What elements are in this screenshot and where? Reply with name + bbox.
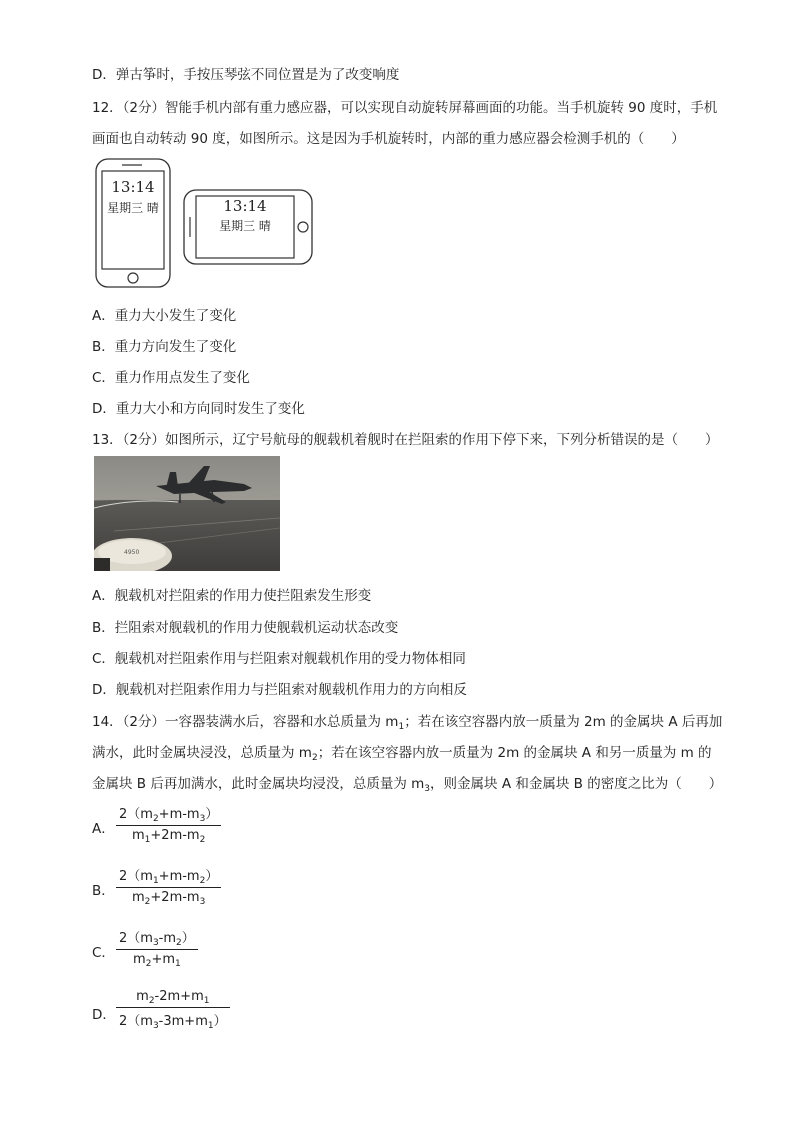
q14-option-a-fraction: $2(m_2+m-m_3)$ $m_1+2m-m_2$ (116, 803, 221, 845)
photo-marking: 4950 (124, 549, 140, 556)
q14-stem-line2: 满水，此时金属块浸没，总质量为 $m_2$；若在该空容器内放一质量为 2m 的金属块 A 和另一质量为 m 的 (92, 745, 712, 763)
q14-stem-line3: 金属块 B 后再加满水，此时金属块均浸没，总质量为 $m_3$，则金属块 A 和金属块 B 的密度之比为（ ） (92, 776, 723, 794)
q12-option-c: C．重力作用点发生了变化 (92, 370, 250, 386)
q13-option-d: D．舰载机对拦阻索作用力与拦阻索对舰载机作用力的方向相反 (92, 682, 467, 698)
q14-option-d-label: D． (92, 1007, 116, 1023)
q13-stem: 13．（2分）如图所示，辽宁号航母的舰载机着舰时在拦阻索的作用下停下来，下列分析错误的是（ ） (92, 432, 719, 448)
q13-option-a: A．舰载机对拦阻索的作用力使拦阻索发生形变 (92, 588, 372, 604)
q12-stem-line2: 画面也自动转动 90 度，如图所示。这是因为手机旋转时，内部的重力感应器会检测手机的（ ） (92, 131, 685, 147)
q14-option-c-fraction: $2(m_3-m_2)$ $m_2+m_1$ (116, 927, 198, 969)
portrait-phone-date: 星期三 晴 (107, 201, 159, 215)
q12-phones-figure (92, 155, 322, 290)
q12-stem-line1: 12．（2分）智能手机内部有重力感应器，可以实现自动旋转屏幕画面的功能。当手机旋转 90 度时，手机 (92, 100, 718, 116)
q14-stem-line1: 14．（2分）一容器装满水后，容器和水总质量为 $m_1$；若在该空容器内放一质量为 2m 的金属块 A 后再加 (92, 714, 723, 732)
q12-option-b: B．重力方向发生了变化 (92, 339, 237, 355)
landscape-phone-date: 星期三 晴 (219, 219, 271, 233)
q13-option-b: B．拦阻索对舰载机的作用力使舰载机运动状态改变 (92, 620, 399, 636)
q14-option-c-label: C． (92, 945, 115, 961)
q12-option-d: D．重力大小和方向同时发生了变化 (92, 401, 305, 417)
landscape-phone-time: 13:14 (223, 197, 267, 215)
portrait-phone-time: 13:14 (111, 178, 155, 196)
q11-option-d: D．弹古筝时，手按压琴弦不同位置是为了改变响度 (92, 67, 400, 83)
q14-option-b-fraction: $2(m_1+m-m_2)$ $m_2+2m-m_3$ (116, 865, 221, 907)
q13-option-c: C．舰载机对拦阻索作用与拦阻索对舰载机作用的受力物体相同 (92, 651, 466, 667)
q13-carrier-photo (94, 456, 280, 571)
q12-option-a: A．重力大小发生了变化 (92, 308, 237, 324)
q14-option-b-label: B． (92, 883, 115, 899)
q14-option-d-fraction: $m_2-2m+m_1$ $2(m_3-3m+m_1)$ (116, 989, 230, 1031)
q14-option-a-label: A． (92, 821, 115, 837)
